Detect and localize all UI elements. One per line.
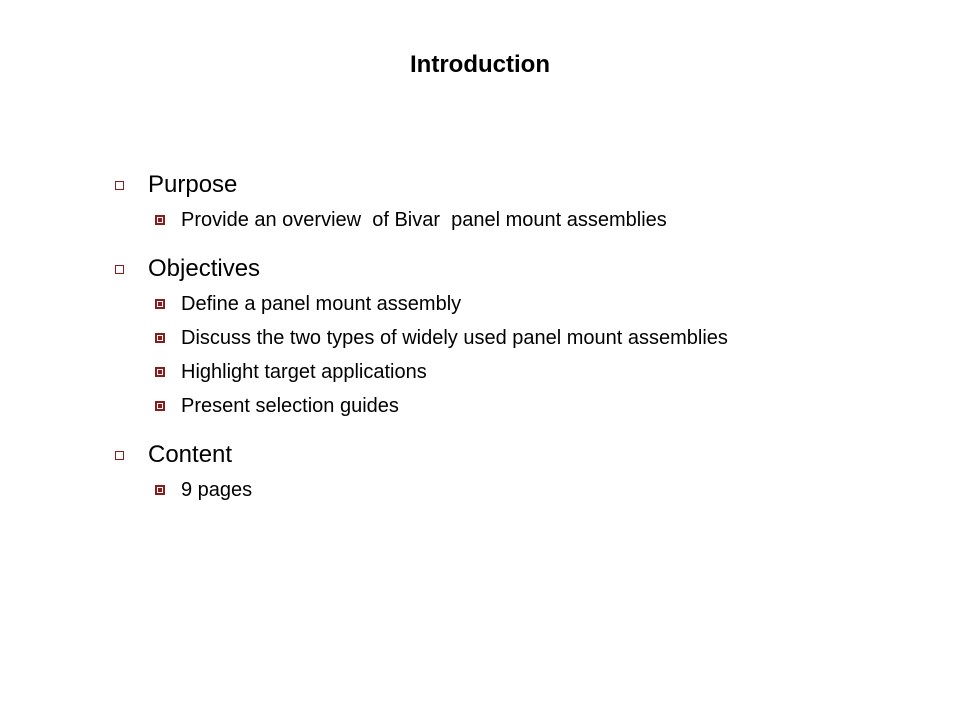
- list-item: [113, 389, 913, 423]
- filled-square-bullet-icon: [155, 215, 165, 225]
- list-item: [113, 321, 913, 355]
- square-bullet-icon: [115, 181, 124, 190]
- section-heading-label: Content: [148, 441, 233, 468]
- bullet-content: [113, 169, 913, 523]
- list-item: [113, 287, 913, 321]
- list-item: [113, 473, 913, 507]
- list-item-text: Highlight target applications: [181, 361, 427, 383]
- square-bullet-icon: [115, 451, 124, 460]
- section-content: [113, 439, 913, 507]
- section-heading: [113, 169, 913, 201]
- section-heading-label: Purpose: [148, 171, 238, 198]
- list-item: [113, 203, 913, 237]
- filled-square-bullet-icon: [155, 333, 165, 343]
- sub-list: [113, 203, 913, 237]
- list-item-text: Discuss the two types of widely used panel mount assemblies: [181, 327, 728, 349]
- sub-list: [113, 473, 913, 507]
- slide-title: Introduction: [410, 51, 550, 78]
- filled-square-bullet-icon: [155, 401, 165, 411]
- section-purpose: [113, 169, 913, 237]
- list-item: [113, 355, 913, 389]
- section-heading: [113, 253, 913, 285]
- list-item-text: 9 pages: [181, 479, 253, 501]
- square-bullet-icon: [115, 265, 124, 274]
- sub-list: [113, 287, 913, 423]
- list-item-text: Define a panel mount assembly: [181, 293, 462, 315]
- section-heading: [113, 439, 913, 471]
- list-item-text: Present selection guides: [181, 395, 399, 417]
- list-item-text: Provide an overview of Bivar panel mount assemblies: [181, 209, 667, 231]
- section-heading-label: Objectives: [148, 255, 261, 282]
- filled-square-bullet-icon: [155, 367, 165, 377]
- filled-square-bullet-icon: [155, 299, 165, 309]
- section-objectives: [113, 253, 913, 423]
- filled-square-bullet-icon: [155, 485, 165, 495]
